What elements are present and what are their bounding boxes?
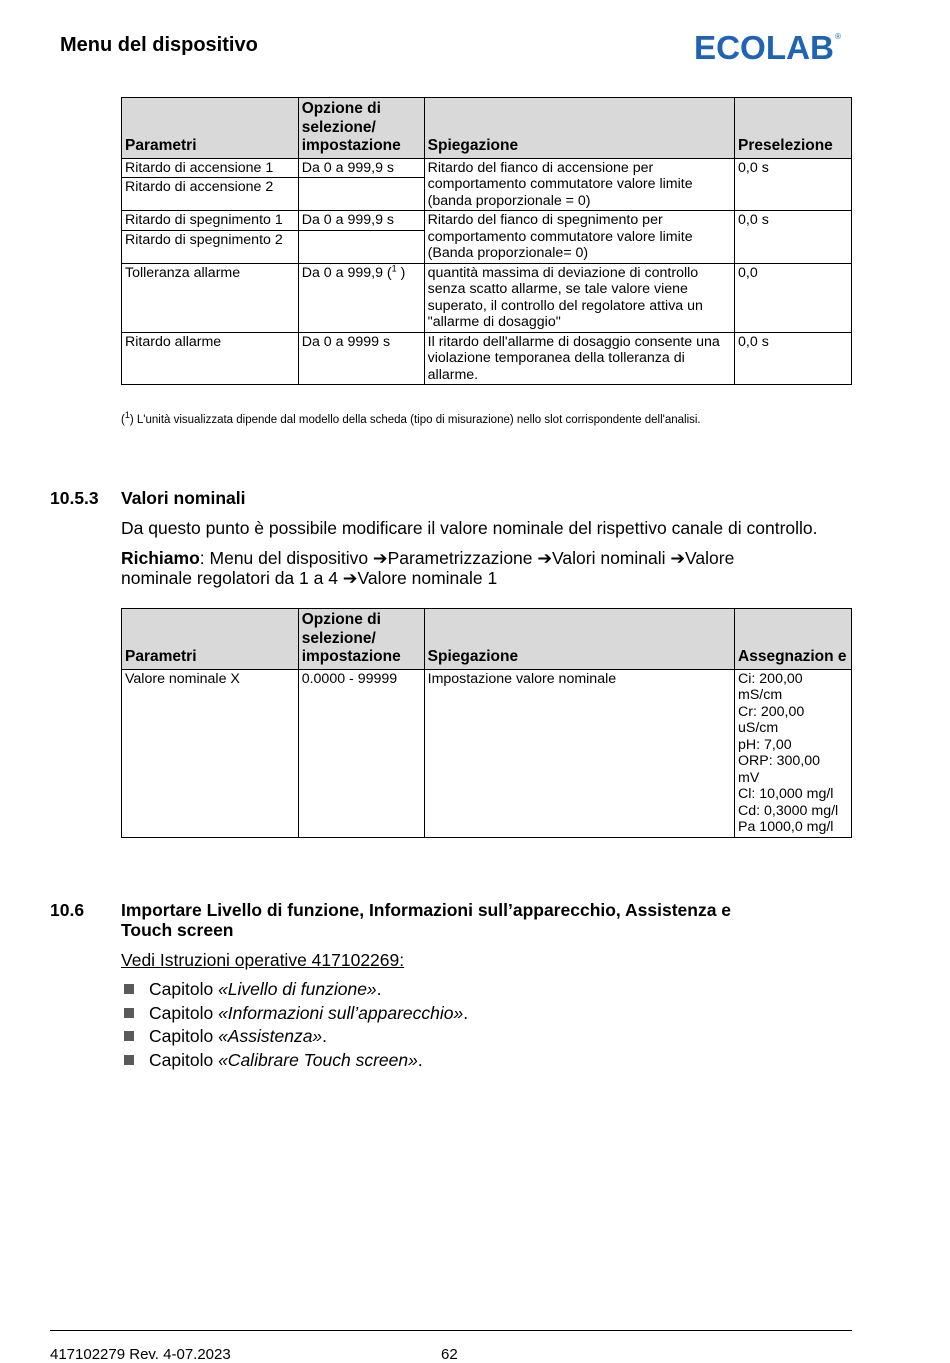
table-row: [122, 211, 852, 231]
parameters-table: [121, 97, 852, 385]
section-title: [121, 900, 731, 940]
assignment-line: ORP: 300,00: [738, 753, 821, 769]
cell-explanation: Ritardo del fianco di accensione per comportamento commutatore valore limite (banda proporzionale = 0): [424, 158, 734, 211]
col-header-parametri: Parametri: [122, 98, 299, 159]
table-row: [122, 158, 852, 178]
assignment-line: mS/cm: [738, 687, 783, 703]
cell-param: Ritardo di spegnimento 1: [122, 211, 299, 231]
chapter-suffix: .: [463, 1002, 469, 1023]
chapter-name: «Assistenza»: [218, 1026, 323, 1047]
cell-explanation: Il ritardo dell'allarme di dosaggio consente una violazione temporanea della tolleranza di allarme.: [424, 332, 734, 385]
see-instructions-link[interactable]: Vedi Istruzioni operative 417102269:: [121, 950, 405, 970]
setpoint-table: [121, 608, 852, 838]
footnote-mark: 1: [124, 410, 130, 421]
assignment-line: uS/cm: [738, 720, 779, 736]
call-path-line1: : Menu del dispositivo ➔Parametrizzazione ➔Valori nominali ➔Valore: [199, 548, 735, 568]
chapter-prefix: Capitolo: [149, 1049, 219, 1070]
cell-explanation: quantità massima di deviazione di controllo senza scatto allarme, se tale valore viene superato, il controllo del regolatore attiva un "allarme di dosaggio": [424, 263, 734, 332]
col-header-opzione: Opzione di selezione/ impostazione: [298, 98, 424, 159]
col-header-preselezione: Preselezione: [735, 98, 852, 159]
chapter-name: «Calibrare Touch screen»: [218, 1049, 418, 1070]
footnote-text: ) L'unità visualizzata dipende dal modello della scheda (tipo di misurazione) nello slot corrispondente dell'analisi.: [129, 414, 701, 426]
col-header-spiegazione: Spiegazione: [424, 609, 734, 670]
square-bullet-icon: [124, 1031, 134, 1041]
assignment-line: Cd: 0,3000 mg/l: [738, 802, 839, 819]
cell-option: [298, 230, 424, 263]
section-title-line2: Touch screen: [121, 920, 234, 940]
cell-param: Ritardo di accensione 2: [122, 178, 299, 211]
cell-assignment: [735, 669, 852, 837]
assignment-line: Pa 1000,0 mg/l: [738, 819, 834, 835]
section-number: 10.6: [50, 900, 85, 920]
cell-param: Valore nominale X: [122, 669, 299, 837]
section-number: 10.5.3: [50, 488, 99, 508]
assignment-line: Cr: 200,00: [738, 703, 805, 720]
section-title-line1: Importare Livello di funzione, Informazioni sull’apparecchio, Assistenza e: [121, 900, 732, 920]
page-header-title: Menu del dispositivo: [60, 34, 258, 56]
cell-explanation: Ritardo del fianco di spegnimento per comportamento commutatore valore limite (Banda proporzionale= 0): [424, 211, 734, 264]
col-header-parametri: Parametri: [122, 609, 299, 670]
square-bullet-icon: [124, 1055, 134, 1065]
table-row: [122, 332, 852, 385]
col-header-spiegazione: Spiegazione: [424, 98, 734, 159]
option-text: Da 0 a 999,9 (: [301, 264, 392, 281]
cell-param: Ritardo di accensione 1: [122, 158, 299, 178]
assignment-line: Ci: 200,00: [738, 670, 803, 687]
ecolab-logo: [694, 30, 842, 62]
chapter-list: [121, 978, 468, 1072]
chapter-suffix: .: [417, 1049, 423, 1070]
footer-divider: [50, 1330, 852, 1331]
cell-option: Da 0 a 999,9 s: [298, 158, 424, 178]
cell-param: Tolleranza allarme: [122, 263, 299, 332]
cell-preset: 0,0 s: [735, 332, 852, 385]
cell-preset: 0,0 s: [735, 158, 852, 211]
assignment-line: pH: 7,00: [738, 736, 792, 753]
cell-param: Ritardo di spegnimento 2: [122, 230, 299, 263]
logo-text: ECOLAB: [694, 30, 834, 62]
col-header-assegnazione: Assegnazion e: [735, 609, 852, 670]
chapter-prefix: Capitolo: [149, 1026, 219, 1047]
cell-preset: 0,0 s: [735, 211, 852, 264]
chapter-name: «Informazioni sull’apparecchio»: [218, 1002, 464, 1023]
page-number: 62: [441, 1346, 458, 1363]
chapter-suffix: .: [376, 979, 382, 999]
cell-option: [298, 263, 424, 332]
list-item: [121, 978, 468, 1002]
list-item: [121, 1049, 468, 1073]
cell-param: Ritardo allarme: [122, 332, 299, 385]
option-text-end: ): [396, 264, 406, 281]
call-path: [121, 548, 734, 588]
cell-explanation: Impostazione valore nominale: [424, 669, 734, 837]
chapter-prefix: Capitolo: [149, 979, 219, 999]
square-bullet-icon: [124, 984, 134, 994]
section-description: Da questo punto è possibile modificare il valore nominale del rispettivo canale di controllo.: [121, 518, 818, 538]
assignment-line: Cl: 10,000 mg/l: [738, 786, 834, 802]
call-label: Richiamo: [121, 548, 200, 568]
cell-option: 0.0000 - 99999: [298, 669, 424, 837]
cell-option: [298, 178, 424, 211]
table-row: [122, 669, 852, 837]
footnote-open: (: [121, 414, 125, 426]
footnote-ref: 1: [391, 262, 397, 273]
table-row: [122, 263, 852, 332]
logo-registered-mark: ®: [835, 32, 841, 41]
table-footnote: [121, 410, 701, 426]
list-item: [121, 1002, 468, 1026]
col-header-opzione: Opzione di selezione/ impostazione: [298, 609, 424, 670]
cell-preset: 0,0: [735, 263, 852, 332]
square-bullet-icon: [124, 1008, 134, 1018]
chapter-name: «Livello di funzione»: [218, 979, 377, 999]
call-path-line2: nominale regolatori da 1 a 4 ➔Valore nominale 1: [121, 568, 498, 588]
footer-doc-ref: 417102279 Rev. 4-07.2023: [50, 1346, 231, 1363]
chapter-suffix: .: [322, 1026, 328, 1047]
list-item: [121, 1025, 468, 1049]
cell-option: Da 0 a 999,9 s: [298, 211, 424, 231]
assignment-line: mV: [738, 769, 760, 786]
chapter-prefix: Capitolo: [149, 1002, 219, 1023]
cell-option: Da 0 a 9999 s: [298, 332, 424, 385]
section-title: Valori nominali: [121, 488, 246, 508]
